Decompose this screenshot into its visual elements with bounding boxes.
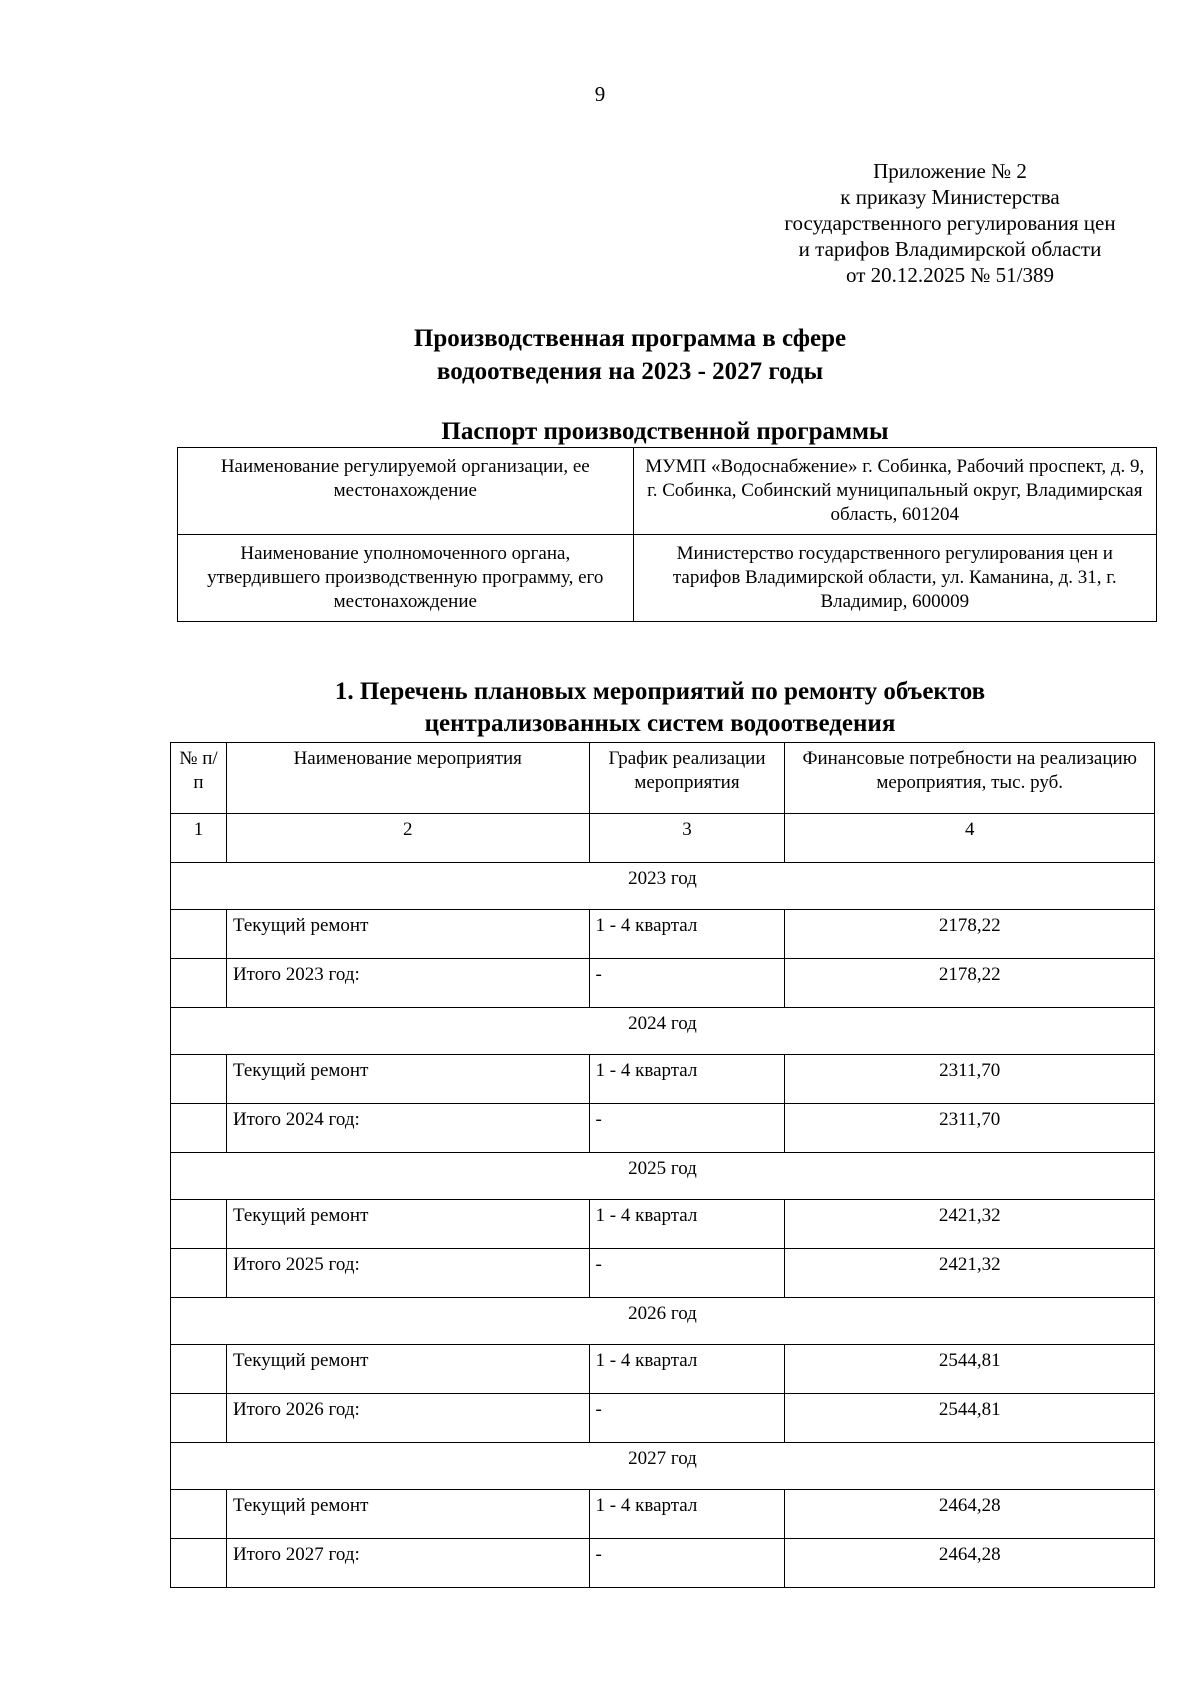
total-schedule: - [589, 1249, 785, 1298]
header-cell: Наименование мероприятия [226, 743, 589, 814]
event-name: Текущий ремонт [226, 1200, 589, 1249]
passport-label: Наименование уполномоченного органа, утвердившего производственную программу, его местонахождение [178, 535, 634, 622]
row-number [171, 1249, 227, 1298]
year-row [171, 1298, 1155, 1345]
column-number-row [171, 814, 1155, 863]
passport-row [178, 448, 1157, 535]
year-row [171, 1008, 1155, 1055]
row-number [171, 1200, 227, 1249]
event-amount: 2421,32 [785, 1200, 1155, 1249]
year-label: 2024 год [171, 1008, 1155, 1055]
document-title [280, 322, 980, 388]
row-number [171, 959, 227, 1008]
passport-value: МУМП «Водоснабжение» г. Собинка, Рабочий проспект, д. 9, г. Собинка, Собинский муниципальный округ, Владимирская область, 601204 [633, 448, 1156, 535]
year-row [171, 863, 1155, 910]
total-name: Итого 2026 год: [226, 1394, 589, 1443]
table-row [171, 1249, 1155, 1298]
total-schedule: - [589, 1539, 785, 1588]
total-amount: 2464,28 [785, 1539, 1155, 1588]
passport-title: Паспорт производственной программы [441, 418, 889, 445]
header-cell: № п/п [171, 743, 227, 814]
section-title-line: централизованных систем водоотведения [424, 710, 896, 737]
appendix-line: к приказу Министерства [840, 185, 1060, 209]
appendix-line: от 20.12.2025 № 51/389 [845, 263, 1055, 287]
event-name: Текущий ремонт [226, 910, 589, 959]
passport-value: Министерство государственного регулирования цен и тарифов Владимирской области, ул. Каманина, д. 31, г. Владимир, 600009 [633, 535, 1156, 622]
row-number [171, 910, 227, 959]
total-name: Итого 2023 год: [226, 959, 589, 1008]
year-label: 2025 год [171, 1153, 1155, 1200]
event-schedule: 1 - 4 квартал [589, 1200, 785, 1249]
table-row [171, 1104, 1155, 1153]
passport-row [178, 535, 1157, 622]
table-row [171, 1345, 1155, 1394]
section-title [180, 676, 1140, 740]
event-amount: 2544,81 [785, 1345, 1155, 1394]
column-number: 4 [785, 814, 1155, 863]
event-amount: 2464,28 [785, 1490, 1155, 1539]
row-number [171, 1539, 227, 1588]
event-schedule: 1 - 4 квартал [589, 910, 785, 959]
table-row [171, 1490, 1155, 1539]
total-schedule: - [589, 1394, 785, 1443]
event-schedule: 1 - 4 квартал [589, 1490, 785, 1539]
total-amount: 2178,22 [785, 959, 1155, 1008]
appendix-line: государственного регулирования цен [784, 211, 1116, 235]
title-line: Производственная программа в сфере [413, 325, 847, 352]
row-number [171, 1345, 227, 1394]
section-title-line: 1. Перечень плановых мероприятий по ремонту объектов [334, 678, 986, 705]
year-row [171, 1443, 1155, 1490]
total-amount: 2421,32 [785, 1249, 1155, 1298]
title-line: водоотведения на 2023 - 2027 годы [436, 358, 824, 385]
total-schedule: - [589, 1104, 785, 1153]
column-number: 3 [589, 814, 785, 863]
page-number: 9 [594, 82, 606, 106]
year-label: 2026 год [171, 1298, 1155, 1345]
table-row [171, 1200, 1155, 1249]
passport-label: Наименование регулируемой организации, ее местонахождение [178, 448, 634, 535]
table-row [171, 910, 1155, 959]
table-row [171, 1055, 1155, 1104]
header-cell: График реализации мероприятия [589, 743, 785, 814]
table-row [171, 1394, 1155, 1443]
header-row [171, 743, 1155, 814]
total-amount: 2544,81 [785, 1394, 1155, 1443]
row-number [171, 1490, 227, 1539]
total-name: Итого 2025 год: [226, 1249, 589, 1298]
events-table [170, 742, 1155, 1588]
passport-table [177, 447, 1157, 622]
row-number [171, 1394, 227, 1443]
table-row [171, 959, 1155, 1008]
year-label: 2027 год [171, 1443, 1155, 1490]
event-schedule: 1 - 4 квартал [589, 1345, 785, 1394]
total-amount: 2311,70 [785, 1104, 1155, 1153]
event-amount: 2311,70 [785, 1055, 1155, 1104]
header-cell: Финансовые потребности на реализацию мероприятия, тыс. руб. [785, 743, 1155, 814]
event-amount: 2178,22 [785, 910, 1155, 959]
appendix-line: и тарифов Владимирской области [798, 237, 1102, 261]
total-name: Итого 2027 год: [226, 1539, 589, 1588]
total-name: Итого 2024 год: [226, 1104, 589, 1153]
appendix-line: Приложение № 2 [873, 159, 1027, 183]
row-number [171, 1055, 227, 1104]
total-schedule: - [589, 959, 785, 1008]
year-row [171, 1153, 1155, 1200]
event-name: Текущий ремонт [226, 1055, 589, 1104]
year-label: 2023 год [171, 863, 1155, 910]
column-number: 2 [226, 814, 589, 863]
event-name: Текущий ремонт [226, 1345, 589, 1394]
event-schedule: 1 - 4 квартал [589, 1055, 785, 1104]
row-number [171, 1104, 227, 1153]
event-name: Текущий ремонт [226, 1490, 589, 1539]
appendix-block [740, 158, 1160, 288]
table-row [171, 1539, 1155, 1588]
column-number: 1 [171, 814, 227, 863]
